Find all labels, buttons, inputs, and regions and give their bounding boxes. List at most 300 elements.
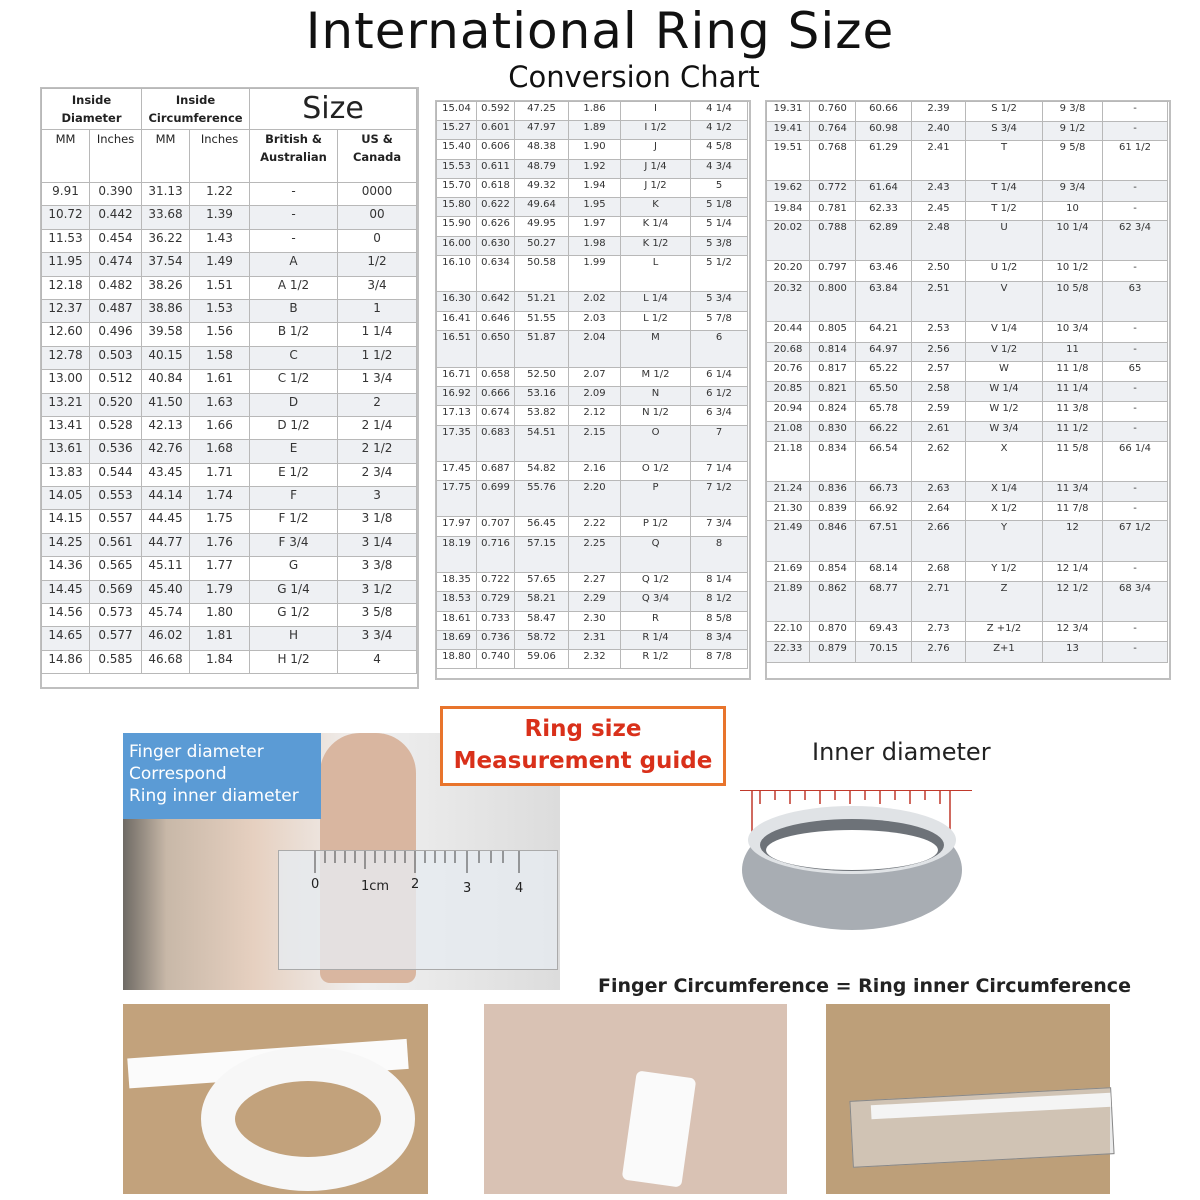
table-cell: 4 3/4	[691, 160, 748, 179]
table-cell: 20.94	[767, 402, 810, 422]
table-cell: 0.601	[477, 121, 515, 140]
table-cell: 7 3/4	[691, 517, 748, 537]
table-cell: 49.32	[515, 179, 569, 198]
table-cell: T 1/4	[966, 181, 1043, 202]
table-cell: T	[966, 141, 1043, 181]
table-cell: 10 3/4	[1043, 322, 1103, 343]
table-cell: 2.59	[912, 402, 966, 422]
subheader-us-canada: US & Canada	[338, 130, 417, 183]
table-cell: 67.51	[856, 521, 912, 562]
table-cell: 2 1/4	[338, 416, 417, 439]
table-cell: C	[250, 346, 338, 369]
table-row	[42, 510, 417, 533]
table-cell: 2.31	[569, 631, 621, 650]
table-cell: F 1/2	[250, 510, 338, 533]
table-row	[767, 221, 1168, 261]
table-cell: 13.21	[42, 393, 90, 416]
table-cell: 5 1/2	[691, 256, 748, 292]
table-cell: 45.74	[142, 604, 190, 627]
table-cell: 3 1/8	[338, 510, 417, 533]
table-cell: -	[1103, 181, 1168, 202]
table-cell: 63.46	[856, 261, 912, 282]
table-row	[767, 282, 1168, 322]
table-cell: 2.48	[912, 221, 966, 261]
table-row	[767, 502, 1168, 521]
table-cell: M	[621, 331, 691, 368]
table-cell: 36.22	[142, 229, 190, 252]
table-row	[437, 102, 748, 121]
table-cell: Q 1/2	[621, 573, 691, 592]
table-cell: 66 1/4	[1103, 442, 1168, 482]
table-cell: 2.30	[569, 612, 621, 631]
table-cell: O	[621, 426, 691, 462]
note-line: Correspond	[129, 764, 227, 784]
table-cell: 5	[691, 179, 748, 198]
table-row	[437, 517, 748, 537]
size-table-3	[766, 101, 1168, 663]
table-cell: 7 1/2	[691, 481, 748, 517]
table-cell: 0.666	[477, 387, 515, 406]
table-cell: 00	[338, 206, 417, 229]
table-cell: 1.98	[569, 237, 621, 256]
table-cell: 3 1/4	[338, 533, 417, 556]
table-cell: 9.91	[42, 183, 90, 206]
table-cell: B	[250, 299, 338, 322]
table-cell: -	[1103, 482, 1168, 502]
table-cell: 2.15	[569, 426, 621, 462]
table-row	[767, 442, 1168, 482]
table-cell: 2.12	[569, 406, 621, 426]
table-cell: P 1/2	[621, 517, 691, 537]
table-cell: 51.21	[515, 292, 569, 312]
table-cell: -	[250, 206, 338, 229]
table-cell: 0.760	[810, 102, 856, 122]
table-cell: 19.31	[767, 102, 810, 122]
size-table-2	[436, 101, 748, 669]
table-cell: 0.611	[477, 160, 515, 179]
table-cell: 0.854	[810, 562, 856, 582]
table-row	[437, 331, 748, 368]
table-cell: 13	[1043, 642, 1103, 663]
table-cell: 0.824	[810, 402, 856, 422]
table-cell: 12.37	[42, 299, 90, 322]
table-cell: 18.61	[437, 612, 477, 631]
table-cell: 62.89	[856, 221, 912, 261]
table-cell: 39.58	[142, 323, 190, 346]
table-cell: 1.80	[190, 604, 250, 627]
table-row	[767, 362, 1168, 382]
table-cell: 1/2	[338, 253, 417, 276]
table-row	[767, 322, 1168, 343]
table-cell: 61 1/2	[1103, 141, 1168, 181]
table-cell: 57.65	[515, 573, 569, 592]
table-cell: 2.40	[912, 122, 966, 141]
table-cell: 2 1/2	[338, 440, 417, 463]
table-cell: Q 3/4	[621, 592, 691, 612]
table-cell: 0.482	[90, 276, 142, 299]
table-cell: 2.41	[912, 141, 966, 181]
table-cell: 68.14	[856, 562, 912, 582]
table-cell: -	[1103, 261, 1168, 282]
table-cell: 0.772	[810, 181, 856, 202]
table-cell: 2.61	[912, 422, 966, 442]
measure-strip-photo	[826, 1004, 1110, 1194]
table-cell: 21.24	[767, 482, 810, 502]
table-cell: 20.68	[767, 343, 810, 362]
table-cell: 46.02	[142, 627, 190, 650]
table-cell: R 1/4	[621, 631, 691, 650]
table-cell: 38.86	[142, 299, 190, 322]
table-cell: 2.68	[912, 562, 966, 582]
table-cell: 12 3/4	[1043, 622, 1103, 642]
table-cell: 0.630	[477, 237, 515, 256]
table-cell: 0.646	[477, 312, 515, 331]
table-cell: 63.84	[856, 282, 912, 322]
table-cell: 17.75	[437, 481, 477, 517]
table-cell: -	[1103, 622, 1168, 642]
table-cell: 58.47	[515, 612, 569, 631]
table-cell: 62.33	[856, 202, 912, 221]
table-cell: 0.474	[90, 253, 142, 276]
table-cell: 11 1/4	[1043, 382, 1103, 402]
table-cell: Q	[621, 537, 691, 573]
table-cell: 7 1/4	[691, 462, 748, 481]
table-cell: 8 5/8	[691, 612, 748, 631]
table-cell: 6 3/4	[691, 406, 748, 426]
table-row	[437, 537, 748, 573]
ruler-mark: 0	[311, 877, 320, 892]
table-cell: 8 7/8	[691, 650, 748, 669]
table-cell: F	[250, 487, 338, 510]
table-cell: 16.41	[437, 312, 477, 331]
table-cell: 61.64	[856, 181, 912, 202]
table-cell: 19.62	[767, 181, 810, 202]
table-cell: 44.14	[142, 487, 190, 510]
table-row	[42, 276, 417, 299]
table-cell: 0.839	[810, 502, 856, 521]
table-cell: 1.39	[190, 206, 250, 229]
table-cell: 0.862	[810, 582, 856, 622]
table-cell: 60.66	[856, 102, 912, 122]
table-cell: E 1/2	[250, 463, 338, 486]
table-row	[767, 181, 1168, 202]
table-cell: 11 3/8	[1043, 402, 1103, 422]
table-cell: 1.61	[190, 370, 250, 393]
table-cell: 65.22	[856, 362, 912, 382]
table-row	[437, 121, 748, 140]
table-cell: 65.78	[856, 402, 912, 422]
table-cell: 21.69	[767, 562, 810, 582]
table-cell: 54.51	[515, 426, 569, 462]
table-cell: 2.39	[912, 102, 966, 122]
table-cell: T 1/2	[966, 202, 1043, 221]
table-cell: U 1/2	[966, 261, 1043, 282]
table-cell: X 1/4	[966, 482, 1043, 502]
table-cell: L	[621, 256, 691, 292]
table-cell: K	[621, 198, 691, 217]
table-cell: 2.43	[912, 181, 966, 202]
table-row	[767, 343, 1168, 362]
table-cell: 21.18	[767, 442, 810, 482]
table-cell: K 1/4	[621, 217, 691, 237]
table-row	[767, 402, 1168, 422]
table-row	[767, 141, 1168, 181]
table-cell: 2.64	[912, 502, 966, 521]
table-cell: 16.00	[437, 237, 477, 256]
table-cell: 1.95	[569, 198, 621, 217]
table-cell: 3 1/2	[338, 580, 417, 603]
table-row	[437, 650, 748, 669]
table-cell: -	[1103, 422, 1168, 442]
table-row	[42, 393, 417, 416]
table-cell: 14.86	[42, 650, 90, 673]
table-cell: 54.82	[515, 462, 569, 481]
table-cell: 44.45	[142, 510, 190, 533]
table-row	[437, 462, 748, 481]
table-cell: 18.19	[437, 537, 477, 573]
table-cell: 1.99	[569, 256, 621, 292]
table-cell: 33.68	[142, 206, 190, 229]
table-cell: 18.53	[437, 592, 477, 612]
table-cell: 2.53	[912, 322, 966, 343]
table-cell: 0.487	[90, 299, 142, 322]
table-cell: 0.634	[477, 256, 515, 292]
table-cell: 11.95	[42, 253, 90, 276]
table-cell: 31.13	[142, 183, 190, 206]
table-cell: A 1/2	[250, 276, 338, 299]
table-cell: 12.60	[42, 323, 90, 346]
header-inside-circumference: Inside Circumference	[142, 89, 250, 130]
table-cell: 20.02	[767, 221, 810, 261]
table-cell: 16.10	[437, 256, 477, 292]
ring-illustration	[740, 790, 972, 940]
table-cell: 5 7/8	[691, 312, 748, 331]
table-cell: H 1/2	[250, 650, 338, 673]
table-cell: 1.49	[190, 253, 250, 276]
table-cell: 62 3/4	[1103, 221, 1168, 261]
table-cell: 0.642	[477, 292, 515, 312]
table-cell: 37.54	[142, 253, 190, 276]
table-cell: Z	[966, 582, 1043, 622]
table-cell: 2	[338, 393, 417, 416]
table-cell: 9 5/8	[1043, 141, 1103, 181]
table-row	[437, 631, 748, 650]
table-cell: 0.390	[90, 183, 142, 206]
table-cell: 0.740	[477, 650, 515, 669]
table-cell: -	[1103, 202, 1168, 221]
table-cell: 1 1/2	[338, 346, 417, 369]
table-cell: 0.814	[810, 343, 856, 362]
table-cell: 19.51	[767, 141, 810, 181]
table-cell: 0.536	[90, 440, 142, 463]
table-cell: 11.53	[42, 229, 90, 252]
table-cell: 1	[338, 299, 417, 322]
chart-subtitle: Conversion Chart	[508, 60, 760, 94]
table-cell: 20.85	[767, 382, 810, 402]
table-cell: 0.805	[810, 322, 856, 343]
table-cell: 1.81	[190, 627, 250, 650]
table-cell: 0.817	[810, 362, 856, 382]
table-cell: 14.05	[42, 487, 90, 510]
paper-band	[622, 1070, 697, 1187]
table-cell: 1.71	[190, 463, 250, 486]
table-row	[437, 217, 748, 237]
note-line: Ring inner diameter	[129, 786, 299, 806]
table-cell: 1.79	[190, 580, 250, 603]
table-cell: 38.26	[142, 276, 190, 299]
table-cell: 12 1/4	[1043, 562, 1103, 582]
table-cell: 17.45	[437, 462, 477, 481]
table-row	[767, 482, 1168, 502]
table-cell: 0	[338, 229, 417, 252]
table-cell: U	[966, 221, 1043, 261]
table-cell: 15.40	[437, 140, 477, 160]
table-cell: 56.45	[515, 517, 569, 537]
table-cell: 66.92	[856, 502, 912, 521]
table-cell: 0.846	[810, 521, 856, 562]
table-cell: V 1/4	[966, 322, 1043, 343]
table-cell: 52.50	[515, 368, 569, 387]
table-cell: 61.29	[856, 141, 912, 181]
table-cell: 10 5/8	[1043, 282, 1103, 322]
subheader-mm: MM	[42, 130, 90, 183]
table-row	[437, 256, 748, 292]
table-cell: 0.674	[477, 406, 515, 426]
paper-strip-photo	[123, 1004, 428, 1194]
table-cell: 0.618	[477, 179, 515, 198]
table-row	[42, 533, 417, 556]
table-row	[437, 481, 748, 517]
table-row	[42, 183, 417, 206]
table-row	[437, 292, 748, 312]
table-cell: 15.80	[437, 198, 477, 217]
table-cell: 0.442	[90, 206, 142, 229]
table-cell: 51.87	[515, 331, 569, 368]
table-cell: 14.65	[42, 627, 90, 650]
table-cell: 66.73	[856, 482, 912, 502]
guide-title-line1: Ring size	[524, 716, 642, 742]
table-cell: 0.736	[477, 631, 515, 650]
table-cell: 3 5/8	[338, 604, 417, 627]
table-cell: 42.76	[142, 440, 190, 463]
table-cell: 0.520	[90, 393, 142, 416]
table-cell: 0.512	[90, 370, 142, 393]
table-cell: 1.94	[569, 179, 621, 198]
table-cell: 14.56	[42, 604, 90, 627]
table-cell: 49.95	[515, 217, 569, 237]
table-cell: 68 3/4	[1103, 582, 1168, 622]
table-row	[767, 521, 1168, 562]
table-cell: 46.68	[142, 650, 190, 673]
table-cell: Z +1/2	[966, 622, 1043, 642]
table-cell: 13.61	[42, 440, 90, 463]
table-cell: 0.729	[477, 592, 515, 612]
table-cell: 15.70	[437, 179, 477, 198]
table-cell: 8	[691, 537, 748, 573]
table-cell: 16.30	[437, 292, 477, 312]
table-cell: 1.97	[569, 217, 621, 237]
table-cell: 20.20	[767, 261, 810, 282]
table-cell: 1.86	[569, 102, 621, 121]
table-cell: 2.63	[912, 482, 966, 502]
table-cell: 10 1/2	[1043, 261, 1103, 282]
table-cell: 16.51	[437, 331, 477, 368]
table-cell: A	[250, 253, 338, 276]
table-cell: 14.25	[42, 533, 90, 556]
table-cell: 21.49	[767, 521, 810, 562]
table-cell: S 1/2	[966, 102, 1043, 122]
table-row	[42, 627, 417, 650]
table-cell: 1.56	[190, 323, 250, 346]
table-row	[42, 299, 417, 322]
table-cell: 0.553	[90, 487, 142, 510]
table-cell: 12	[1043, 521, 1103, 562]
table-cell: 17.13	[437, 406, 477, 426]
table-row	[42, 604, 417, 627]
table-cell: 2.07	[569, 368, 621, 387]
table-cell: H	[250, 627, 338, 650]
table-cell: 4	[338, 650, 417, 673]
table-row	[42, 440, 417, 463]
table-cell: 1.74	[190, 487, 250, 510]
table-cell: 0.788	[810, 221, 856, 261]
table-cell: 44.77	[142, 533, 190, 556]
table-cell: K 1/2	[621, 237, 691, 256]
table-cell: 0.573	[90, 604, 142, 627]
table-cell: 2.71	[912, 582, 966, 622]
note-line: Finger diameter	[129, 742, 264, 762]
table-cell: 11 1/2	[1043, 422, 1103, 442]
table-cell: B 1/2	[250, 323, 338, 346]
table-cell: 0.699	[477, 481, 515, 517]
table-cell: 1.53	[190, 299, 250, 322]
table-row	[437, 573, 748, 592]
table-cell: 7	[691, 426, 748, 462]
table-cell: 47.97	[515, 121, 569, 140]
ruler-illustration	[278, 850, 558, 970]
table-cell: 1.43	[190, 229, 250, 252]
table-cell: 6	[691, 331, 748, 368]
table-cell: 67 1/2	[1103, 521, 1168, 562]
table-cell: 65	[1103, 362, 1168, 382]
table-cell: G 1/2	[250, 604, 338, 627]
table-cell: 0.561	[90, 533, 142, 556]
table-cell: 0.834	[810, 442, 856, 482]
table-row	[767, 102, 1168, 122]
table-cell: E	[250, 440, 338, 463]
table-cell: 53.16	[515, 387, 569, 406]
table-cell: 1.58	[190, 346, 250, 369]
table-cell: 0.781	[810, 202, 856, 221]
table-cell: P	[621, 481, 691, 517]
table-cell: D	[250, 393, 338, 416]
table-cell: 2 3/4	[338, 463, 417, 486]
table-cell: 10 1/4	[1043, 221, 1103, 261]
table-cell: 2.57	[912, 362, 966, 382]
table-cell: 0000	[338, 183, 417, 206]
table-cell: R 1/2	[621, 650, 691, 669]
subheader-mm: MM	[142, 130, 190, 183]
table-cell: 8 1/2	[691, 592, 748, 612]
table-cell: 68.77	[856, 582, 912, 622]
table-cell: 0.503	[90, 346, 142, 369]
table-cell: 3	[338, 487, 417, 510]
table-cell: 20.32	[767, 282, 810, 322]
ruler-mark: 1cm	[361, 879, 390, 894]
table-row	[767, 422, 1168, 442]
table-cell: Y	[966, 521, 1043, 562]
table-cell: 1.75	[190, 510, 250, 533]
